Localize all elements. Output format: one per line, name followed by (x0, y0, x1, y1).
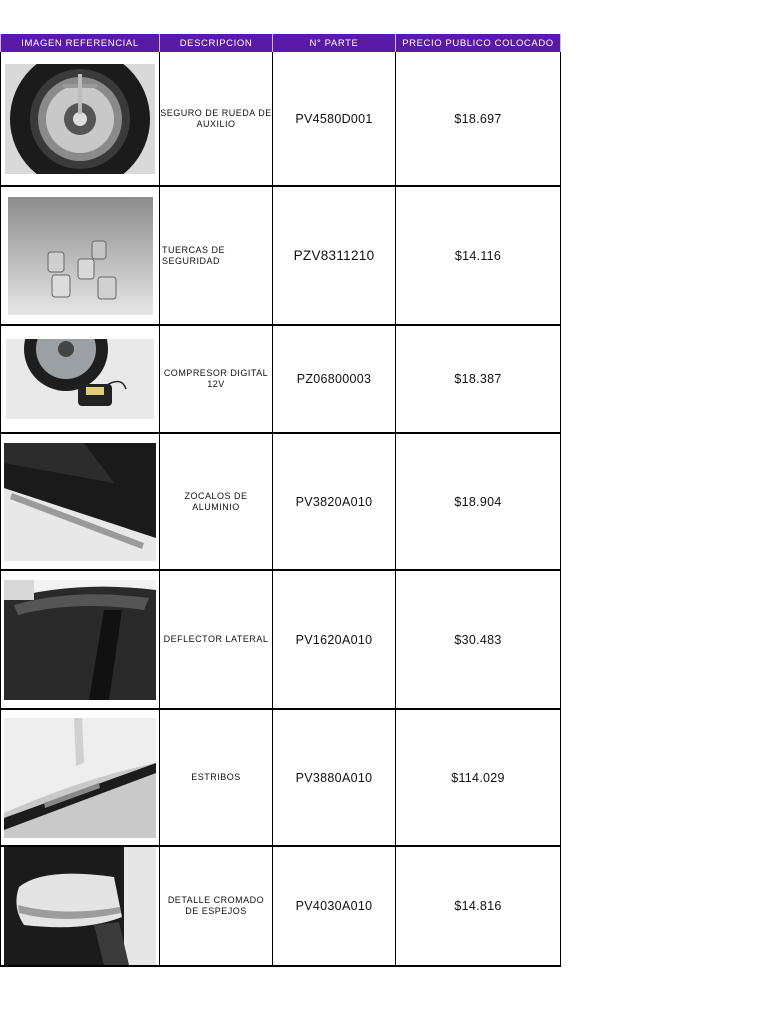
description-cell: ZOCALOS DE ALUMINIO (160, 433, 273, 570)
table-row (1, 52, 561, 186)
table-row (1, 570, 561, 709)
table-row (1, 846, 561, 966)
table-row (1, 186, 561, 325)
chrome-mirror-trim-photo (4, 847, 156, 965)
part-number-cell: PV3820A010 (273, 433, 396, 570)
price-cell: $30.483 (396, 570, 561, 709)
header-row (1, 34, 561, 52)
spare-wheel-lock-photo (5, 64, 155, 174)
price-cell: $114.029 (396, 709, 561, 846)
part-number-cell: PV1620A010 (273, 570, 396, 709)
price-cell: $18.904 (396, 433, 561, 570)
header-image: IMAGEN REFERENCIAL (1, 34, 160, 52)
product-image-cell (1, 52, 160, 186)
product-image-cell (1, 846, 160, 966)
security-nuts-photo (8, 197, 153, 315)
part-number-cell: PZ06800003 (273, 325, 396, 433)
part-number-cell: PV4580D001 (273, 52, 396, 186)
price-cell: $18.697 (396, 52, 561, 186)
accessories-table (0, 34, 561, 967)
description-text: TUERCAS DE SEGURIDAD (162, 244, 226, 266)
header-price: PRECIO PUBLICO COLOCADO (396, 34, 561, 52)
header-part-number: N° PARTE (273, 34, 396, 52)
description-cell: SEGURO DE RUEDA DE AUXILIO (160, 52, 273, 186)
table-row (1, 325, 561, 433)
description-cell: DETALLE CROMADO DE ESPEJOS (160, 846, 273, 966)
part-number-cell: PV4030A010 (273, 846, 396, 966)
accessories-price-sheet (0, 34, 560, 967)
product-image-cell (1, 433, 160, 570)
aluminum-sill-plates-photo (4, 443, 156, 561)
description-cell: ESTRIBOS (160, 709, 273, 846)
price-cell: $14.816 (396, 846, 561, 966)
product-image-cell (1, 570, 160, 709)
part-number-cell: PV3880A010 (273, 709, 396, 846)
digital-compressor-photo (6, 339, 154, 419)
product-image-cell (1, 325, 160, 433)
side-deflector-photo (4, 580, 156, 700)
table-row (1, 433, 561, 570)
part-number-cell: PZV8311210 (273, 186, 396, 325)
product-image-cell (1, 186, 160, 325)
description-cell (160, 186, 273, 325)
description-cell: COMPRESOR DIGITAL 12V (160, 325, 273, 433)
header-description: DESCRIPCION (160, 34, 273, 52)
price-cell: $18.387 (396, 325, 561, 433)
product-image-cell (1, 709, 160, 846)
description-cell: DEFLECTOR LATERAL (160, 570, 273, 709)
table-row (1, 709, 561, 846)
price-cell: $14.116 (396, 186, 561, 325)
running-boards-photo (4, 718, 156, 838)
